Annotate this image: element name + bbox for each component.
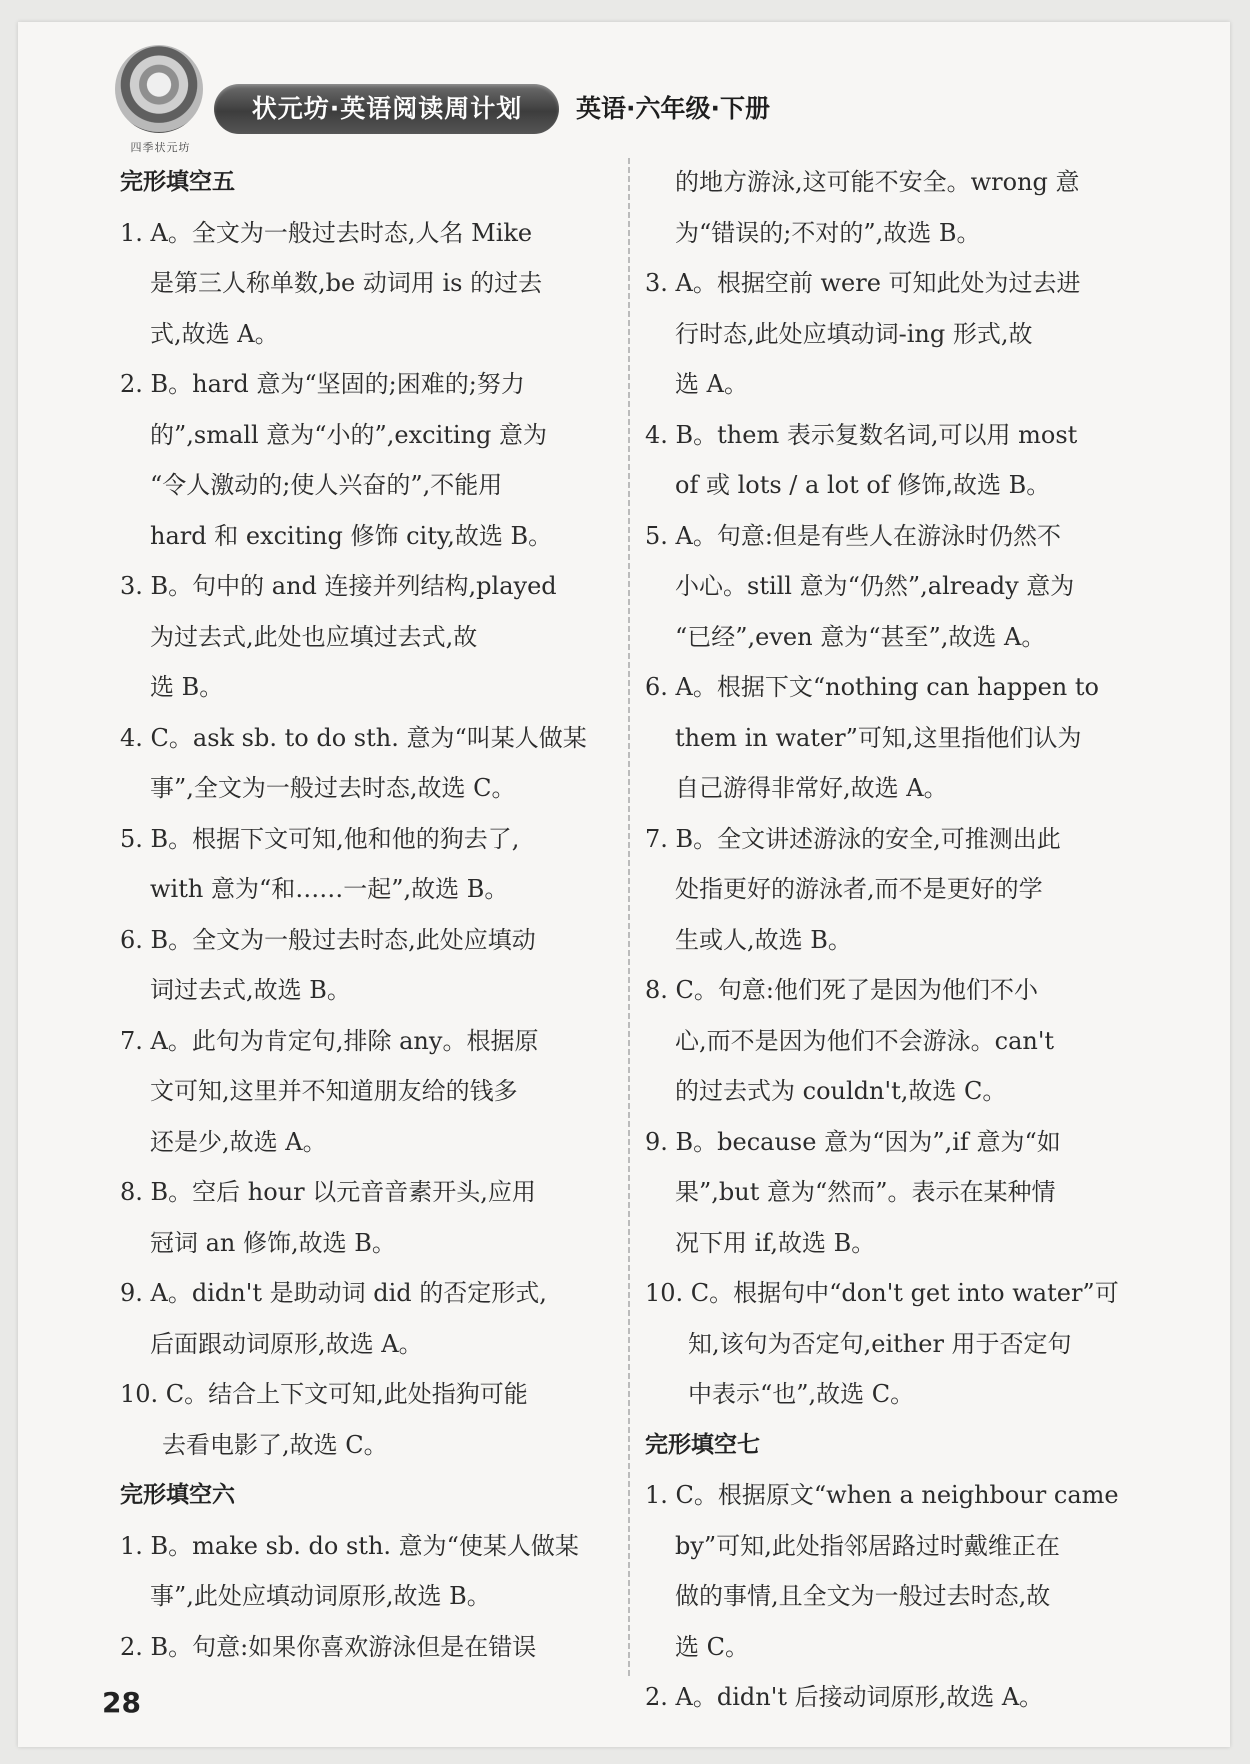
answer-line: 2. A。didn't 后接动词原形,故选 A。: [645, 1683, 1044, 1711]
answer-line: 为过去式,此处也应填过去式,故: [150, 622, 478, 651]
answer-line: 行时态,此处应填动词-ing 形式,故: [675, 319, 1033, 348]
answer-line: of 或 lots / a lot of 修饰,故选 B。: [675, 471, 1051, 499]
answer-line: 是第三人称单数,be 动词用 is 的过去: [150, 269, 543, 297]
series-title: 状元坊·英语阅读周计划: [251, 94, 523, 123]
answer-line: 6. B。全文为一般过去时态,此处应填动: [120, 925, 536, 954]
answer-line: 词过去式,故选 B。: [150, 976, 351, 1004]
answer-line: 去看电影了,故选 C。: [162, 1430, 388, 1459]
left-column: [120, 157, 615, 1672]
answer-line: 5. B。根据下文可知,他和他的狗去了,: [120, 824, 520, 853]
answer-line: hard 和 exciting 修饰 city,故选 B。: [150, 521, 553, 550]
answer-line: 选 A。: [675, 370, 748, 398]
section-heading-5: 完形填空五: [120, 169, 235, 195]
answer-line: 1. C。根据原文“when a neighbour came: [645, 1481, 1119, 1509]
answer-line: 做的事情,且全文为一般过去时态,故: [675, 1582, 1051, 1610]
answer-line: 4. B。them 表示复数名词,可以用 most: [645, 420, 1078, 449]
answer-line: 后面跟动词原形,故选 A。: [150, 1329, 423, 1358]
answer-line: 中表示“也”,故选 C。: [688, 1380, 915, 1408]
answer-line: 文可知,这里并不知道朋友给的钱多: [150, 1077, 518, 1105]
answer-line: 9. B。because 意为“因为”,if 意为“如: [645, 1127, 1061, 1156]
answer-line: 4. C。ask sb. to do sth. 意为“叫某人做某: [120, 723, 587, 752]
answer-line: 3. B。句中的 and 连接并列结构,played: [120, 572, 557, 600]
answer-line: 2. B。句意:如果你喜欢游泳但是在错误: [120, 1632, 537, 1661]
answer-line: 10. C。结合上下文可知,此处指狗可能: [120, 1380, 528, 1408]
section-heading-7: 完形填空七: [645, 1431, 760, 1458]
answer-line: 果”,but 意为“然而”。表示在某种情: [675, 1178, 1056, 1206]
answer-line: 7. A。此句为肯定句,排除 any。根据原: [120, 1026, 539, 1055]
answer-line: “令人激动的;使人兴奋的”,不能用: [150, 471, 503, 499]
answer-line: 事”,全文为一般过去时态,故选 C。: [150, 774, 516, 802]
answer-line: 8. B。空后 hour 以元音音素开头,应用: [120, 1178, 536, 1206]
answer-line: 的地方游泳,这可能不安全。wrong 意: [675, 168, 1080, 196]
answer-line: 5. A。句意:但是有些人在游泳时仍然不: [645, 521, 1061, 550]
answer-line: 10. C。根据句中“don't get into water”可: [645, 1279, 1119, 1307]
answer-line: 生或人,故选 B。: [675, 925, 852, 954]
page-number: 28: [102, 1686, 141, 1719]
answer-line: 选 B。: [150, 673, 224, 701]
answer-line: 还是少,故选 A。: [150, 1127, 327, 1156]
answer-line: 7. B。全文讲述游泳的安全,可推测出此: [645, 824, 1061, 853]
answer-line: “已经”,even 意为“甚至”,故选 A。: [675, 622, 1046, 651]
answer-line: 事”,此处应填动词原形,故选 B。: [150, 1582, 491, 1610]
answer-line: 8. C。句意:他们死了是因为他们不小: [645, 976, 1038, 1004]
answer-line: 式,故选 A。: [150, 319, 279, 348]
answer-line: with 意为“和……一起”,故选 B。: [150, 875, 509, 903]
answer-line: 自己游得非常好,故选 A。: [675, 774, 948, 802]
answer-line: by”可知,此处指邻居路过时戴维正在: [675, 1531, 1060, 1560]
answer-line: 处指更好的游泳者,而不是更好的学: [675, 875, 1043, 903]
answer-line: 知,该句为否定句,either 用于否定句: [688, 1329, 1072, 1358]
section-heading-6: 完形填空六: [120, 1482, 235, 1508]
subject-grade-label: 英语·六年级·下册: [576, 94, 770, 123]
logo-caption: 四季状元坊: [130, 141, 191, 154]
answer-line: 的”,small 意为“小的”,exciting 意为: [150, 420, 548, 449]
answer-line: 的过去式为 couldn't,故选 C。: [675, 1077, 1007, 1105]
answer-line: 3. A。根据空前 were 可知此处为过去进: [645, 269, 1081, 297]
answer-line: 6. A。根据下文“nothing can happen to: [645, 673, 1099, 701]
answer-line: 1. B。make sb. do sth. 意为“使某人做某: [120, 1531, 579, 1560]
answer-line: 心,而不是因为他们不会游泳。can't: [675, 1026, 1055, 1055]
answer-line: 选 C。: [675, 1632, 749, 1661]
answer-line: them in water”可知,这里指他们认为: [675, 723, 1082, 752]
school-seal-logo: [115, 45, 203, 133]
answer-line: 冠词 an 修饰,故选 B。: [150, 1228, 396, 1257]
right-column: [645, 157, 1145, 1723]
answer-line: 小心。still 意为“仍然”,already 意为: [675, 572, 1075, 600]
answer-line: 2. B。hard 意为“坚固的;困难的;努力: [120, 370, 525, 398]
answer-line: 1. A。全文为一般过去时态,人名 Mike: [120, 218, 533, 247]
answer-line: 为“错误的;不对的”,故选 B。: [675, 218, 981, 247]
answer-line: 9. A。didn't 是助动词 did 的否定形式,: [120, 1279, 547, 1307]
answer-line: 况下用 if,故选 B。: [675, 1228, 876, 1257]
column-divider: [628, 158, 630, 1678]
